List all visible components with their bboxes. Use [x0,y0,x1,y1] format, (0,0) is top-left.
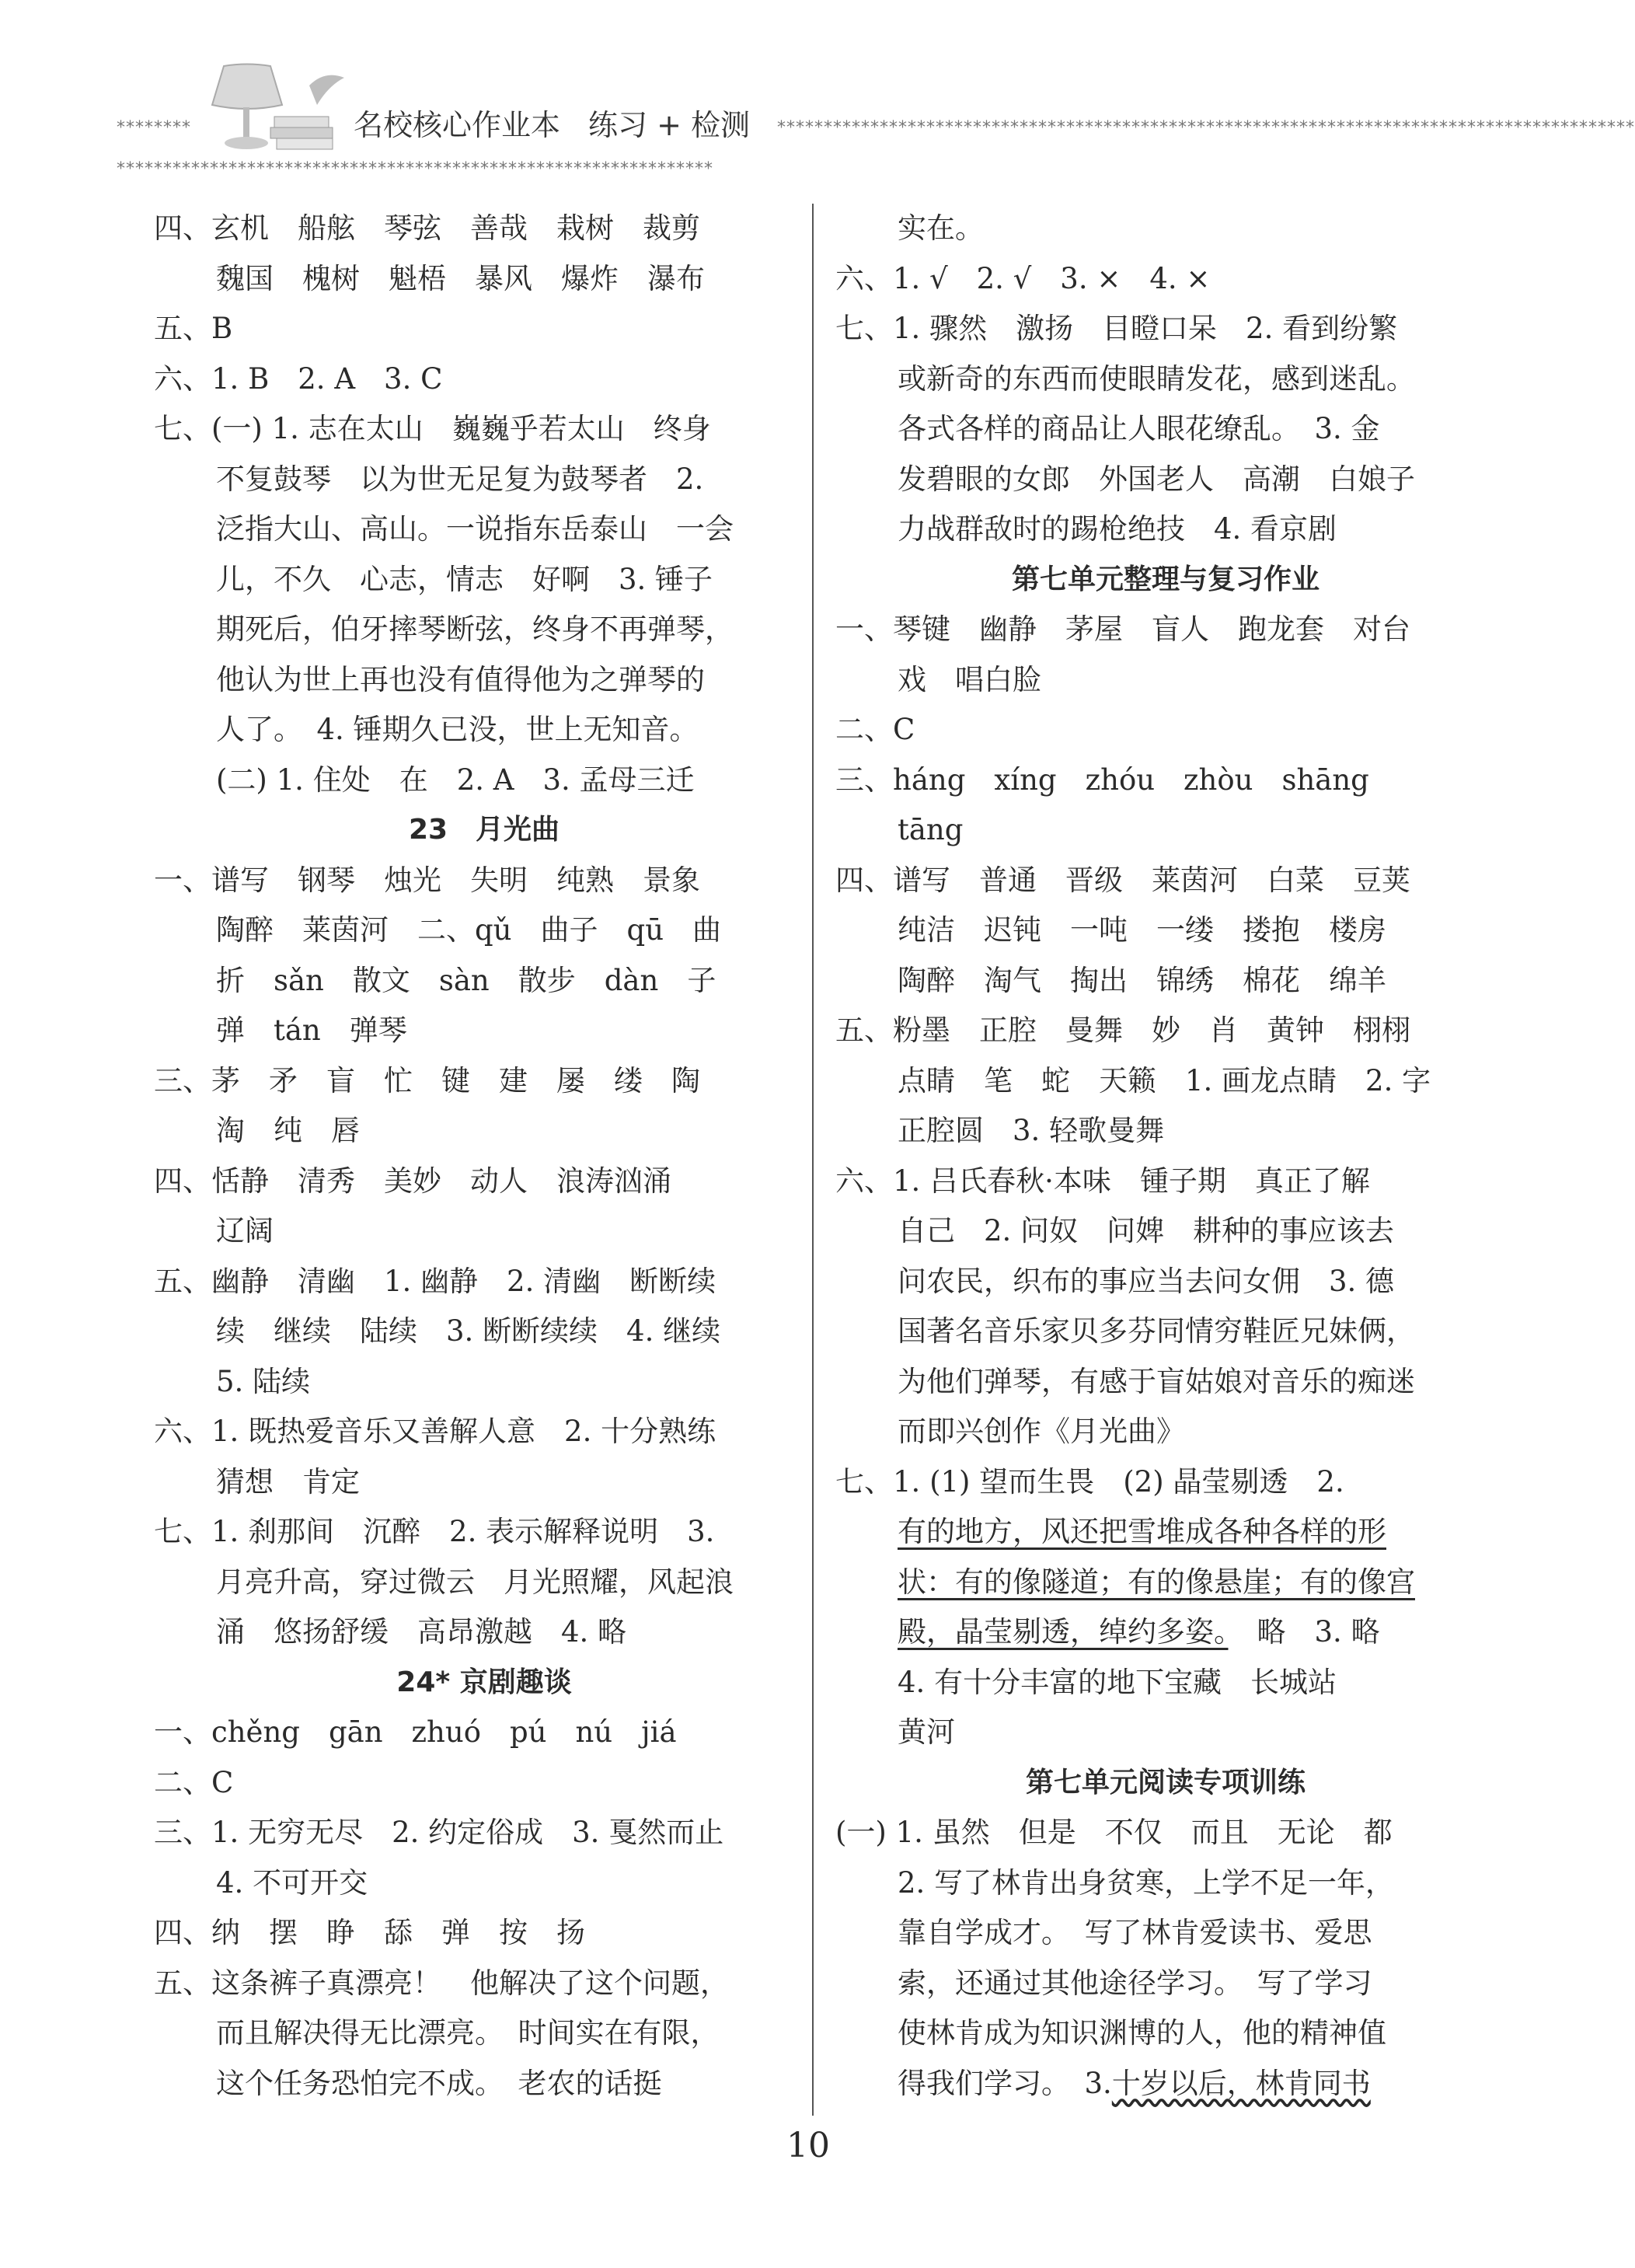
section-title: 23 月光曲 [408,814,560,846]
answer-line [835,1558,1496,1608]
answer-line: 而即兴创作《月光曲》 [898,1415,1185,1448]
answer-line: 续 继续 陆续 3. 断断续续 4. 继续 [216,1314,721,1348]
answer-line: 4. 不可开交 [216,1865,368,1900]
answer-line: (一) 1. 虽然 但是 不仅 而且 无论 都 [835,1816,1393,1849]
answer-line: 一、chěng gān zhuó pú nú jiá [154,1715,677,1749]
answer-line: 各式各样的商品让人眼花缭乱。 3. 金 [898,412,1380,445]
answer-line: 陶醉 莱茵河 二、qǔ 曲子 qū 曲 [216,913,722,947]
answer-line: 他认为世上再也没有值得他为之弹琴的 [216,662,705,696]
answer-line: 七、1. 骤然 激扬 目瞪口呆 2. 看到纷繁 [835,312,1398,345]
answer-line: 六、1. √ 2. √ 3. × 4. × [835,261,1211,295]
answer-line: 泛指大山、高山。一说指东岳泰山 一会 [216,512,734,546]
section-title: 24* 京剧趣谈 [396,1666,572,1698]
answer-line: 点睛 笔 蛇 天籁 1. 画龙点睛 2. 字 [898,1063,1431,1097]
answer-line: 发碧眼的女郎 外国老人 高潮 白娘子 [898,462,1415,496]
answer-line: 这个任务恐怕完不成。 老农的话挺 [216,2066,662,2100]
answer-line: 折 sǎn 散文 sàn 散步 dàn 子 [216,963,716,997]
section-title: 第七单元整理与复习作业 [1011,563,1320,595]
answer-line: 不复鼓琴 以为世无足复为鼓琴者 2. [216,462,704,496]
answer-line: 实在。 [898,211,984,245]
answer-line: 三、1. 无穷无尽 2. 约定俗成 3. 戛然而止 [154,1816,724,1849]
answer-line: 三、háng xíng zhóu zhòu shāng [835,762,1369,797]
page-number: 10 [786,2126,830,2165]
answer-line: 魏国 槐树 魁梧 暴风 爆炸 瀑布 [216,261,705,295]
answer-line: tāng [898,813,964,846]
answer-line: 二、C [154,1765,234,1799]
lamp-books-logo-icon [208,62,352,163]
book-title: 名校核心作业本 [354,108,561,142]
answer-line: 五、幽静 清幽 1. 幽静 2. 清幽 断断续 [154,1264,716,1298]
left-column [154,204,814,2109]
answer-line: 或新奇的东西而使眼睛发花，感到迷乱。 [898,361,1415,396]
answer-line: 一、谱写 钢琴 烛光 失明 纯熟 景象 [154,863,700,897]
answer-line: 4. 有十分丰富的地下宝藏 长城站 [898,1665,1337,1699]
answer-head: 得我们学习。 3. [898,2066,1112,2100]
answer-line: 陶醉 淘气 掏出 锦绣 棉花 绵羊 [898,963,1386,997]
answer-line: 七、(一) 1. 志在太山 巍巍乎若太山 终身 [154,412,711,445]
book-brand [354,101,750,144]
underlined-answer: 有的地方，风还把雪堆成各种各样的形 [898,1515,1386,1548]
answer-line: 四、谱写 普通 晋级 莱茵河 白菜 豆荚 [835,863,1410,897]
answer-line: 黄河 [898,1715,955,1749]
answer-line: 力战群敌时的踢枪绝技 4. 看京剧 [898,512,1337,546]
answer-line: 而且解决得无比漂亮。 时间实在有限， [216,2016,720,2050]
answer-line: 一、琴键 幽静 茅屋 盲人 跑龙套 对台 [835,612,1410,646]
underlined-answer: 殿，晶莹剔透，绰约多姿。 [898,1615,1229,1649]
header-stars-bottom: **************************************************************** [117,159,713,179]
answer-line: 弹 tán 弹琴 [216,1014,407,1047]
answer-line: 自己 2. 问奴 问婢 耕种的事应该去 [898,1214,1395,1247]
page-header [0,0,1635,187]
answer-line: 六、1. 吕氏春秋·本味 锺子期 真正了解 [835,1164,1370,1198]
answer-line: 戏 唱白脸 [898,662,1041,696]
answer-line: 靠自学成才。 写了林肯爱读书、爱思 [898,1916,1372,1949]
answer-line: 国著名音乐家贝多芬同情穷鞋匠兄妹俩， [898,1314,1415,1348]
answer-line: 猜想 肯定 [216,1464,360,1499]
answer-line: 5. 陆续 [216,1364,311,1398]
answer-line: (二) 1. 住处 在 2. A 3. 孟母三迁 [216,762,695,797]
answer-line: 使林肯成为知识渊博的人，他的精神值 [898,2016,1386,2050]
answer-line [835,1507,1496,1558]
section-title: 第七单元阅读专项训练 [1025,1766,1306,1799]
answer-line: 四、玄机 船舷 琴弦 善哉 栽树 裁剪 [154,211,700,245]
answer-line: 期死后，伯牙摔琴断弦，终身不再弹琴， [216,612,734,646]
answer-line: 七、1. 刹那间 沉醉 2. 表示解释说明 3. [154,1515,715,1548]
answer-line: 三、茅 矛 盲 忙 键 建 屡 缕 陶 [154,1063,700,1097]
book-subtitle: 练习 + 检测 [588,108,751,142]
answer-line: 六、1. B 2. A 3. C [154,361,443,396]
answer-line: 淘 纯 唇 [216,1114,360,1147]
header-stars-left: ******** [117,118,191,138]
answer-line: 辽阔 [216,1214,274,1247]
answer-line: 人了。 4. 锤期久已没，世上无知音。 [216,713,699,746]
answer-line: 七、1. (1) 望而生畏 (2) 晶莹剔透 2. [835,1464,1344,1499]
answer-line: 二、C [835,713,915,746]
right-column [835,204,1496,2109]
wavy-underlined-answer: 十岁以后，林肯同书 [1111,2066,1371,2100]
answer-line: 四、纳 摆 睁 舔 弹 按 扬 [154,1916,585,1949]
answer-line: 月亮升高，穿过微云 月光照耀，风起浪 [216,1565,734,1599]
header-stars-right: ******************************************************************************************** [777,118,1635,138]
answer-line: 索，还通过其他途径学习。 写了学习 [898,1966,1372,2000]
underlined-answer: 状：有的像隧道；有的像悬崖；有的像宫 [898,1565,1415,1599]
answer-line: 纯洁 迟钝 一吨 一缕 搂抱 楼房 [898,913,1386,947]
answer-tail: 略 3. 略 [1228,1615,1380,1649]
answer-line: 五、这条裤子真漂亮！ 他解决了这个问题， [154,1966,729,2000]
answer-line: 五、B [154,312,233,345]
answer-line: 正腔圆 3. 轻歌曼舞 [898,1114,1165,1147]
answer-line: 涌 悠扬舒缓 高昂激越 4. 略 [216,1615,627,1649]
answer-line: 为他们弹琴，有感于盲姑娘对音乐的痴迷 [898,1364,1415,1398]
answer-line [835,2059,1496,2109]
answer-line: 问农民，织布的事应当去问女佣 3. 德 [898,1264,1395,1298]
column-divider [812,204,814,2116]
answer-line [835,1607,1496,1658]
answer-line: 儿，不久 心志，情志 好啊 3. 锤子 [216,562,713,596]
answer-line: 2. 写了林肯出身贫寒，上学不足一年， [898,1865,1395,1900]
answer-line: 六、1. 既热爱音乐又善解人意 2. 十分熟练 [154,1415,716,1448]
answer-line: 四、恬静 清秀 美妙 动人 浪涛汹涌 [154,1164,671,1198]
answer-line: 五、粉墨 正腔 曼舞 妙 肖 黄钟 栩栩 [835,1014,1410,1047]
